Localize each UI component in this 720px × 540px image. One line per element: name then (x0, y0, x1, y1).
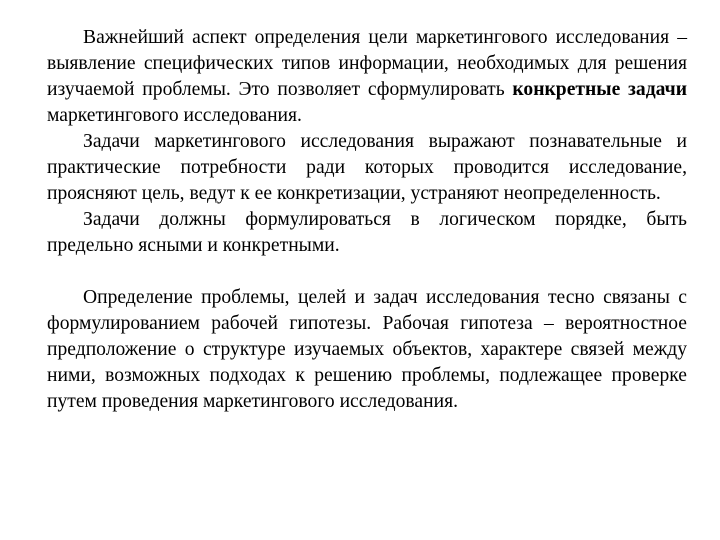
paragraph-goal-text-start: Важнейший аспект определения цели маркетингового исследования – выявление специфических типов информации, необходимых для решения изучаемой проблемы. Это позволяет сформулировать (47, 27, 687, 100)
paragraph-tasks: Задачи маркетингового исследования выражают познавательные и практические потребности ради которых проводится исследование, проясняют цель, ведут к ее конкретизации, устраняют неопределенность. (47, 131, 687, 204)
paragraph-tasks-requirements: Задачи должны формулироваться в логическом порядке, быть предельно ясными и конкретными. (47, 209, 687, 256)
paragraph-goal (47, 25, 687, 129)
paragraph-goal-bold-term: конкретные задачи (512, 79, 687, 100)
paragraph-hypothesis: Определение проблемы, целей и задач исследования тесно связаны с формулированием рабочей гипотезы. Рабочая гипотеза – вероятностное предположение о структуре изучаемых объектов, характере связей между ними, возможных подходах к решению проблемы, подлежащее проверке путем проведения маркетингового исследования. (47, 287, 687, 412)
paragraph-spacer (47, 259, 687, 285)
paragraph-goal-text-end: маркетингового исследования. (47, 105, 302, 126)
document-body (47, 25, 687, 415)
